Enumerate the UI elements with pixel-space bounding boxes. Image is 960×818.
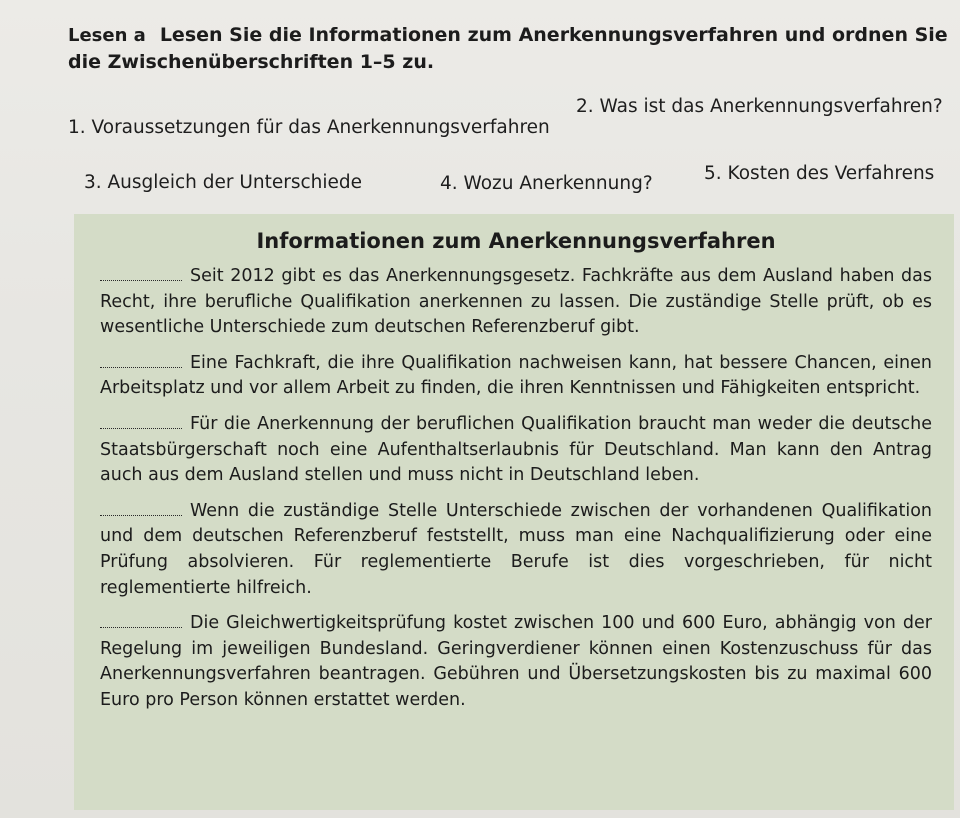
info-box-title: Informationen zum Anerkennungsverfahren	[256, 229, 776, 253]
task-text: Lesen Sie die Informationen zum Anerkennungsverfahren und ordnen Sie die Zwischenüberschriften 1–5 zu.	[68, 24, 948, 73]
paragraph-text: Seit 2012 gibt es das Anerkennungsgesetz. Fachkräfte aus dem Ausland haben das Recht, ihre berufliche Qualifikation anerkennen zu lassen. Die zuständige Stelle prüft, ob es wesentliche Unterschiede zum deutschen Referenzberuf gibt.	[100, 266, 932, 338]
task-instruction	[68, 22, 948, 76]
answer-blank[interactable]	[100, 414, 182, 429]
info-paragraph-4	[100, 499, 932, 601]
info-box	[74, 214, 954, 810]
paragraph-text: Eine Fachkraft, die ihre Qualifikation nachweisen kann, hat bessere Chancen, einen Arbeitsplatz und vor allem Arbeit zu finden, die ihren Kenntnissen und Fähigkeiten entspricht.	[100, 352, 932, 399]
info-paragraph-3	[100, 412, 932, 489]
heading-option-2: 2. Was ist das Anerkennungsverfahren?	[576, 96, 943, 117]
answer-blank[interactable]	[100, 501, 182, 516]
heading-option-5: 5. Kosten des Verfahrens	[704, 163, 935, 184]
heading-option-4: 4. Wozu Anerkennung?	[440, 173, 653, 194]
answer-blank[interactable]	[100, 266, 182, 281]
info-paragraph-1	[100, 264, 932, 341]
info-paragraph-5	[100, 611, 932, 713]
task-label: Lesen a	[68, 25, 146, 46]
info-paragraph-2	[100, 351, 932, 402]
answer-blank[interactable]	[100, 353, 182, 368]
paragraph-text: Wenn die zuständige Stelle Unterschiede zwischen der vorhandenen Qualifikation und dem deutschen Referenzberuf feststellt, muss man eine Nachqualifizierung oder eine Prüfung absolvieren. Für reglementierte Berufe ist dies vorgeschrieben, für nicht reglementierte hilfreich.	[100, 500, 932, 598]
heading-option-1: 1. Voraussetzungen für das Anerkennungsverfahren	[68, 117, 550, 138]
paragraph-text: Für die Anerkennung der beruflichen Qualifikation braucht man weder die deutsche Staatsbürgerschaft noch eine Aufenthaltserlaubnis für Deutschland. Man kann den Antrag auch aus dem Ausland stellen und muss nicht in Deutschland leben.	[100, 413, 932, 486]
paragraph-text: Die Gleichwertigkeitsprüfung kostet zwischen 100 und 600 Euro, abhängig von der Regelung im jeweiligen Bundesland. Geringverdiener können einen Kostenzuschuss für das Anerkennungsverfahren beantragen. Gebühren und Übersetzungskosten bis zu maximal 600 Euro pro Person können erstattet werden.	[100, 613, 932, 710]
answer-blank[interactable]	[100, 613, 182, 628]
heading-option-3: 3. Ausgleich der Unterschiede	[84, 172, 363, 193]
